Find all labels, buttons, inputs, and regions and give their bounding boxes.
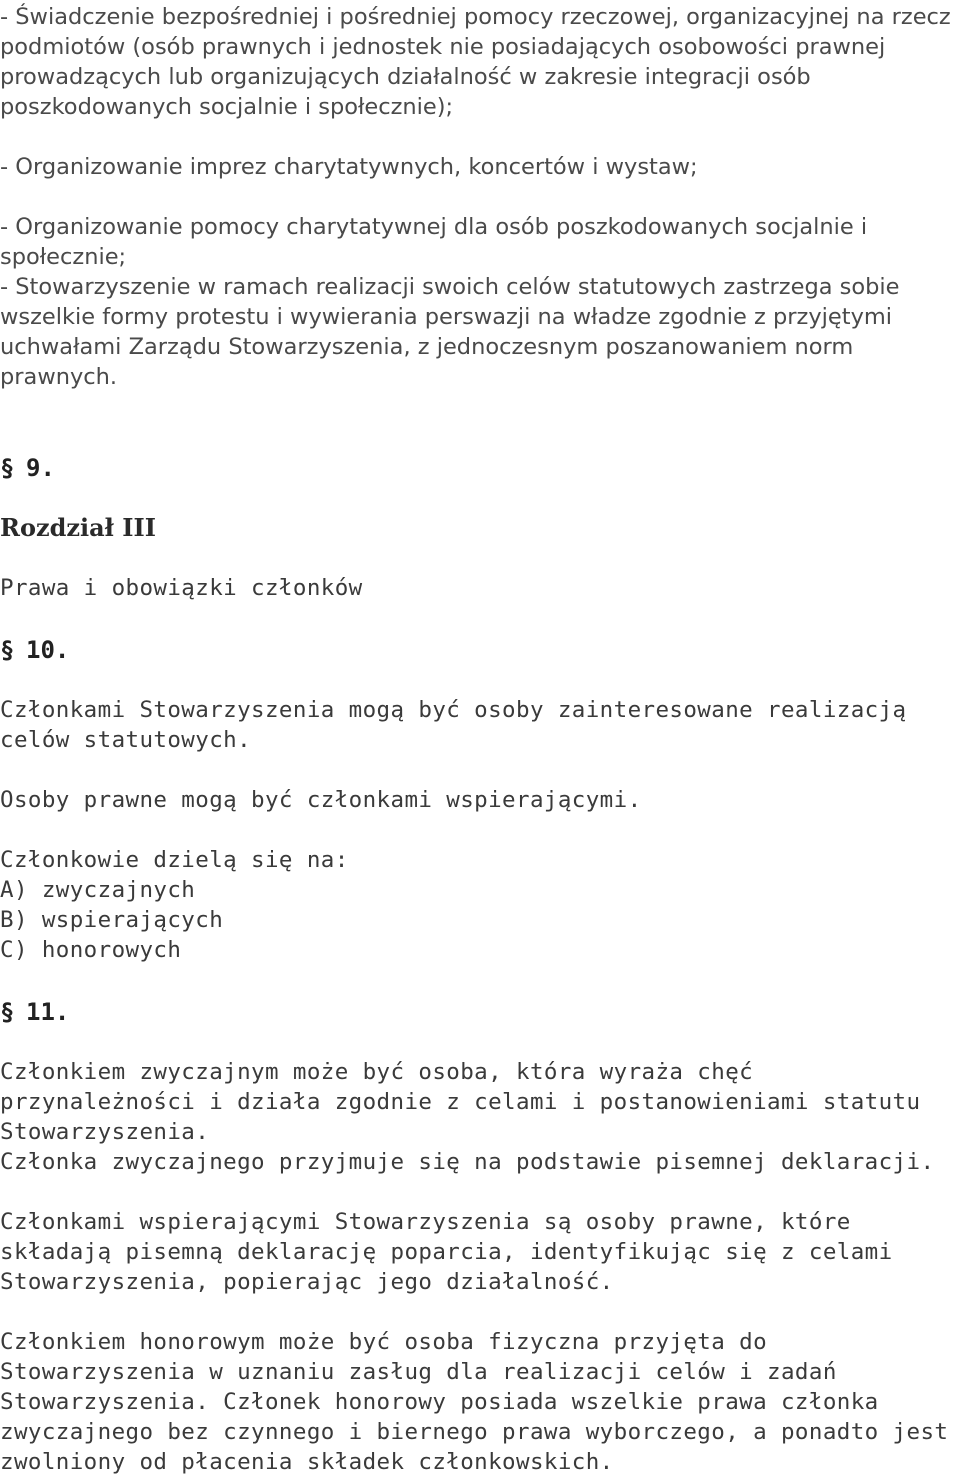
members-intro: Członkowie dzielą się na: [0, 847, 349, 873]
bullet-protest-forms: - Stowarzyszenie w ramach realizacji swoich celów statutowych zastrzega sobie wszelkie formy protestu i wywierania perswazji na władze zgodnie z przyjętymi uchwałami Zarządu Stowarzyszenia, z jednoczesnym poszanowaniem norm prawnych. [0, 274, 900, 390]
section-10-heading [0, 635, 69, 665]
section-number: 9. [26, 454, 55, 482]
bullet-material-aid: - Świadczenie bezpośredniej i pośredniej pomocy rzeczowej, organizacyjnej na rzecz podmiotów (osób prawnych i jednostek nie posiadających osobowości prawnej prowadzących lub organizujących działalność w zakresie integracji osób poszkodowanych socjalnie i społecznie); [0, 4, 951, 120]
bullet-charity-events: - Organizowanie imprez charytatywnych, koncertów i wystaw; [0, 154, 698, 180]
section-11-heading [0, 997, 69, 1027]
section-9-heading [0, 453, 55, 483]
member-type-item: B) wspierających [0, 907, 224, 933]
sec11-paragraph: Członkiem honorowym może być osoba fizyczna przyjęta do Stowarzyszenia w uznaniu zasług dla realizacji celów i zadań Stowarzyszenia. Członek honorowy posiada wszelkie prawa członka zwyczajnego bez czynnego i biernego prawa wyborczego, a ponadto jest zwolniony od płacenia składek członkowskich. [0, 1329, 949, 1475]
member-type-item: C) honorowych [0, 937, 182, 963]
sec11-paragraph: Członka zwyczajnego przyjmuje się na podstawie pisemnej deklaracji. [0, 1149, 935, 1175]
chapter-subtitle: Prawa i obowiązki członków [0, 575, 363, 601]
sec11-paragraph: Członkiem zwyczajnym może być osoba, która wyraża chęć przynależności i działa zgodnie z celami i postanowieniami statutu Stowarzyszenia. [0, 1059, 921, 1145]
sec10-paragraph: Osoby prawne mogą być członkami wspierającymi. [0, 787, 642, 813]
section-symbol-icon: § [0, 636, 15, 664]
bullet-charity-help: - Organizowanie pomocy charytatywnej dla osób poszkodowanych socjalnie i społecznie; [0, 214, 868, 270]
sec11-paragraph: Członkami wspierającymi Stowarzyszenia są osoby prawne, które składają pisemną deklarację poparcia, identyfikując się z celami Stowarzyszenia, popierając jego działalność. [0, 1209, 893, 1295]
section-number: 11. [26, 998, 70, 1026]
member-type-item: A) zwyczajnych [0, 877, 196, 903]
sec10-paragraph: Członkami Stowarzyszenia mogą być osoby zainteresowane realizacją celów statutowych. [0, 697, 907, 753]
section-symbol-icon: § [0, 998, 15, 1026]
section-symbol-icon: § [0, 454, 15, 482]
chapter-title: Rozdział III [0, 513, 156, 542]
section-number: 10. [26, 636, 70, 664]
